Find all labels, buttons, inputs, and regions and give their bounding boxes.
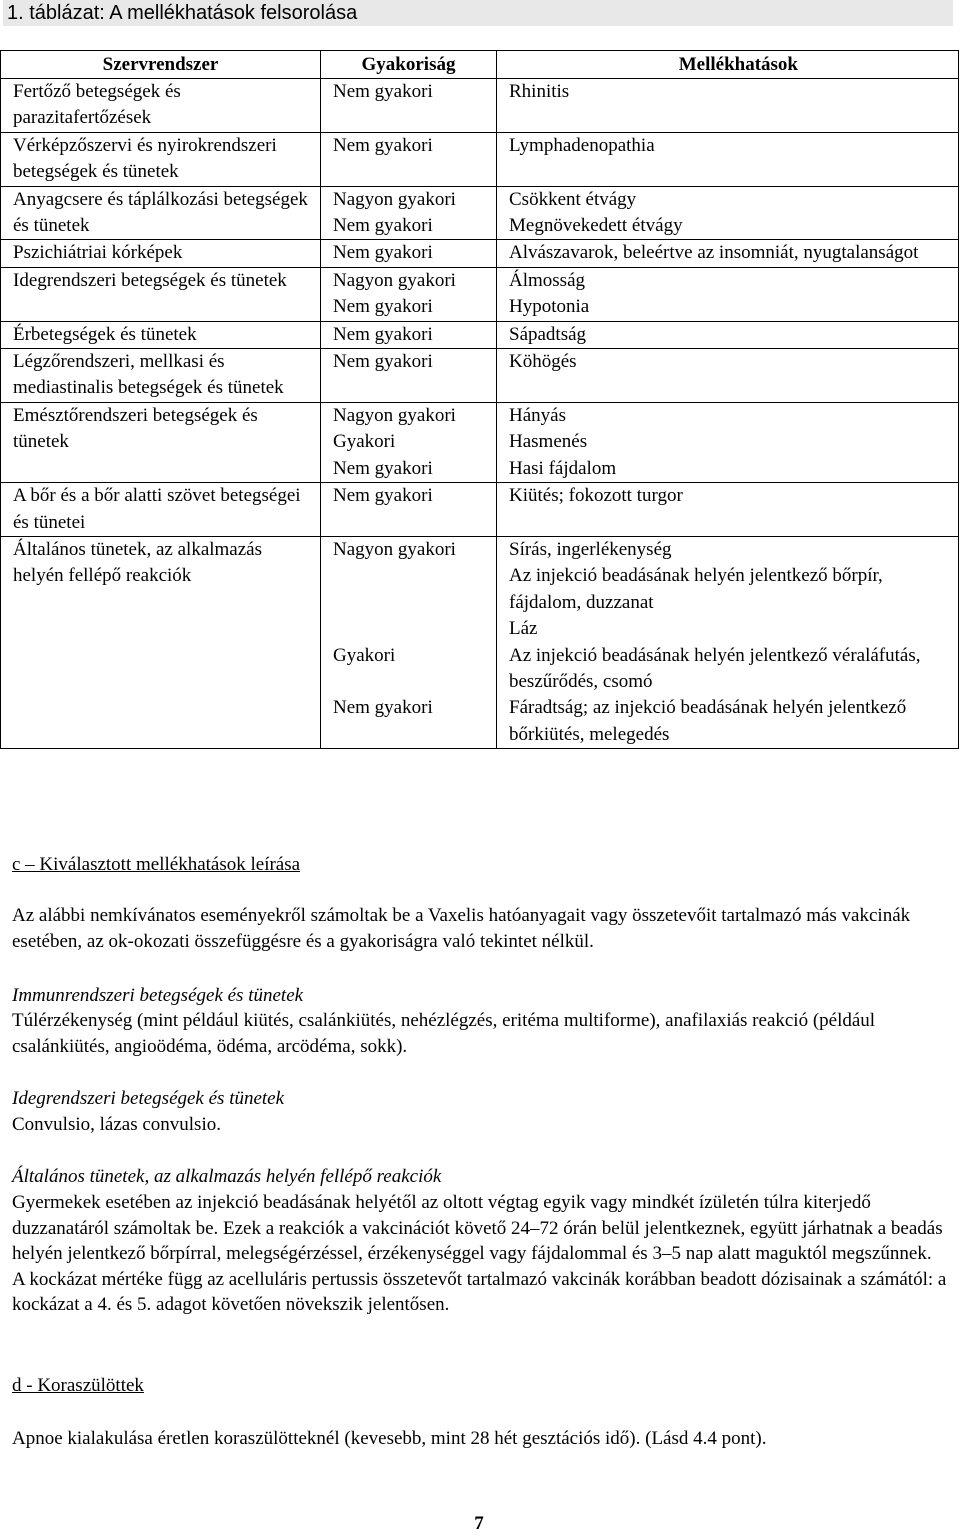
effect-cell: Sápadtság (497, 321, 959, 348)
effect-cell: Hasi fájdalom (497, 456, 959, 483)
header-frequency: Gyakoriság (321, 51, 497, 79)
organ-cell: A bőr és a bőr alatti szövet betegségei és tünetei (1, 483, 321, 537)
table-row (1, 349, 959, 403)
table-row (1, 536, 959, 563)
effect-cell: Csökkent étvágy (497, 186, 959, 213)
effect-cell: Alvászavarok, beleértve az insomniát, nyugtalanságot (497, 240, 959, 267)
organ-cell: Fertőző betegségek és parazitafertőzések (1, 79, 321, 133)
table-row (1, 483, 959, 537)
effect-cell: Sírás, ingerlékenység (497, 536, 959, 563)
section-d-text: Apnoe kialakulása éretlen koraszülötteknél (kevesebb, mint 28 hét gesztációs idő). (Lásd 4.4 pont). (12, 1428, 767, 1449)
frequency-cell: Nagyon gyakori (321, 402, 497, 429)
frequency-cell: Nem gyakori (321, 321, 497, 348)
organ-cell: Idegrendszeri betegségek és tünetek (1, 267, 321, 321)
frequency-cell: Nem gyakori (321, 294, 497, 321)
table-header-row (1, 51, 959, 79)
effect-cell: Láz (497, 616, 959, 642)
effect-cell: Az injekció beadásának helyén jelentkező véraláfutás, beszűrődés, csomó (497, 643, 959, 696)
section-c-title: c – Kiválasztott mellékhatások leírása (12, 854, 301, 875)
frequency-cell: Nem gyakori (321, 349, 497, 403)
section-c-intro: Az alábbi nemkívánatos eseményekről számoltak be a Vaxelis hatóanyagait vagy összetevőit tartalmazó más vakcinák esetében, az ok-okozati összefüggésre és a gyakoriságra való tekintet nélkül. (12, 905, 911, 952)
table-row (1, 132, 959, 186)
effect-cell: Lymphadenopathia (497, 132, 959, 186)
effect-cell: Rhinitis (497, 79, 959, 133)
table-row (1, 267, 959, 294)
frequency-cell: Nagyon gyakori (321, 186, 497, 213)
frequency-cell: Nagyon gyakori (321, 267, 497, 294)
nervous-heading: Idegrendszeri betegségek és tünetek (12, 1088, 285, 1109)
table-row (1, 321, 959, 348)
frequency-cell: Nem gyakori (321, 79, 497, 133)
frequency-cell: Nem gyakori (321, 483, 497, 537)
organ-cell: Anyagcsere és táplálkozási betegségek és tünetek (1, 186, 321, 240)
table-row (1, 402, 959, 429)
immune-text: Túlérzékenység (mint például kiütés, csalánkiütés, nehézlégzés, eritéma multiforme), anafilaxiás reakció (például csalánkiütés, angioödéma, ödéma, arcödéma, sokk). (12, 1010, 876, 1057)
organ-cell: Pszichiátriai kórképek (1, 240, 321, 267)
frequency-cell: Gyakori (321, 643, 497, 696)
organ-cell: Általános tünetek, az alkalmazás helyén fellépő reakciók (1, 536, 321, 748)
header-effects: Mellékhatások (497, 51, 959, 79)
organ-cell: Emésztőrendszeri betegségek és tünetek (1, 402, 321, 482)
organ-cell: Vérképzőszervi és nyirokrendszeri betegségek és tünetek (1, 132, 321, 186)
general-heading: Általános tünetek, az alkalmazás helyén fellépő reakciók (12, 1166, 442, 1187)
adverse-events-table (0, 50, 959, 749)
frequency-cell: Nem gyakori (321, 213, 497, 240)
frequency-cell: Nem gyakori (321, 456, 497, 483)
frequency-cell: Nem gyakori (321, 240, 497, 267)
table-caption: 1. táblázat: A mellékhatások felsorolása (3, 0, 953, 26)
frequency-cell: Nagyon gyakori (321, 536, 497, 642)
organ-cell: Érbetegségek és tünetek (1, 321, 321, 348)
header-organ: Szervrendszer (1, 51, 321, 79)
organ-cell: Légzőrendszeri, mellkasi és mediastinalis betegségek és tünetek (1, 349, 321, 403)
effect-cell: Köhögés (497, 349, 959, 403)
frequency-cell: Nem gyakori (321, 695, 497, 748)
immune-heading: Immunrendszeri betegségek és tünetek (12, 985, 304, 1006)
nervous-text: Convulsio, lázas convulsio. (12, 1114, 221, 1135)
table-row (1, 240, 959, 267)
effect-cell: Az injekció beadásának helyén jelentkező bőrpír, fájdalom, duzzanat (497, 563, 959, 616)
table-row (1, 79, 959, 133)
frequency-cell: Gyakori (321, 429, 497, 455)
effect-cell: Fáradtság; az injekció beadásának helyén jelentkező bőrkiütés, melegedés (497, 695, 959, 748)
table-row (1, 186, 959, 213)
general-text: Gyermekek esetében az injekció beadásának helyétől az oltott végtag egyik vagy mindkét ízületén túlra kiterjedő duzzanatáról számoltak be. Ezek a reakciók a vakcinációt követő 24–72 órán belül jelentkeznek, együtt járhatnak a beadás helyén jelentkező bőrpírral, melegségérzéssel, érzékenységgel vagy fájdalommal és 3–5 nap alatt maguktól megszűnnek. A kockázat mértéke függ az acelluláris pertussis összetevőt tartalmazó vakcinák korábban beadott dózisainak a számától: a kockázat a 4. és 5. adagot követően növekszik jelentősen. (12, 1192, 947, 1315)
effect-cell: Álmosság (497, 267, 959, 294)
effect-cell: Hasmenés (497, 429, 959, 455)
frequency-cell: Nem gyakori (321, 132, 497, 186)
page-number: 7 (474, 1513, 484, 1534)
effect-cell: Kiütés; fokozott turgor (497, 483, 959, 537)
section-d-title: d - Koraszülöttek (12, 1375, 144, 1396)
effect-cell: Hányás (497, 402, 959, 429)
effect-cell: Megnövekedett étvágy (497, 213, 959, 240)
effect-cell: Hypotonia (497, 294, 959, 321)
